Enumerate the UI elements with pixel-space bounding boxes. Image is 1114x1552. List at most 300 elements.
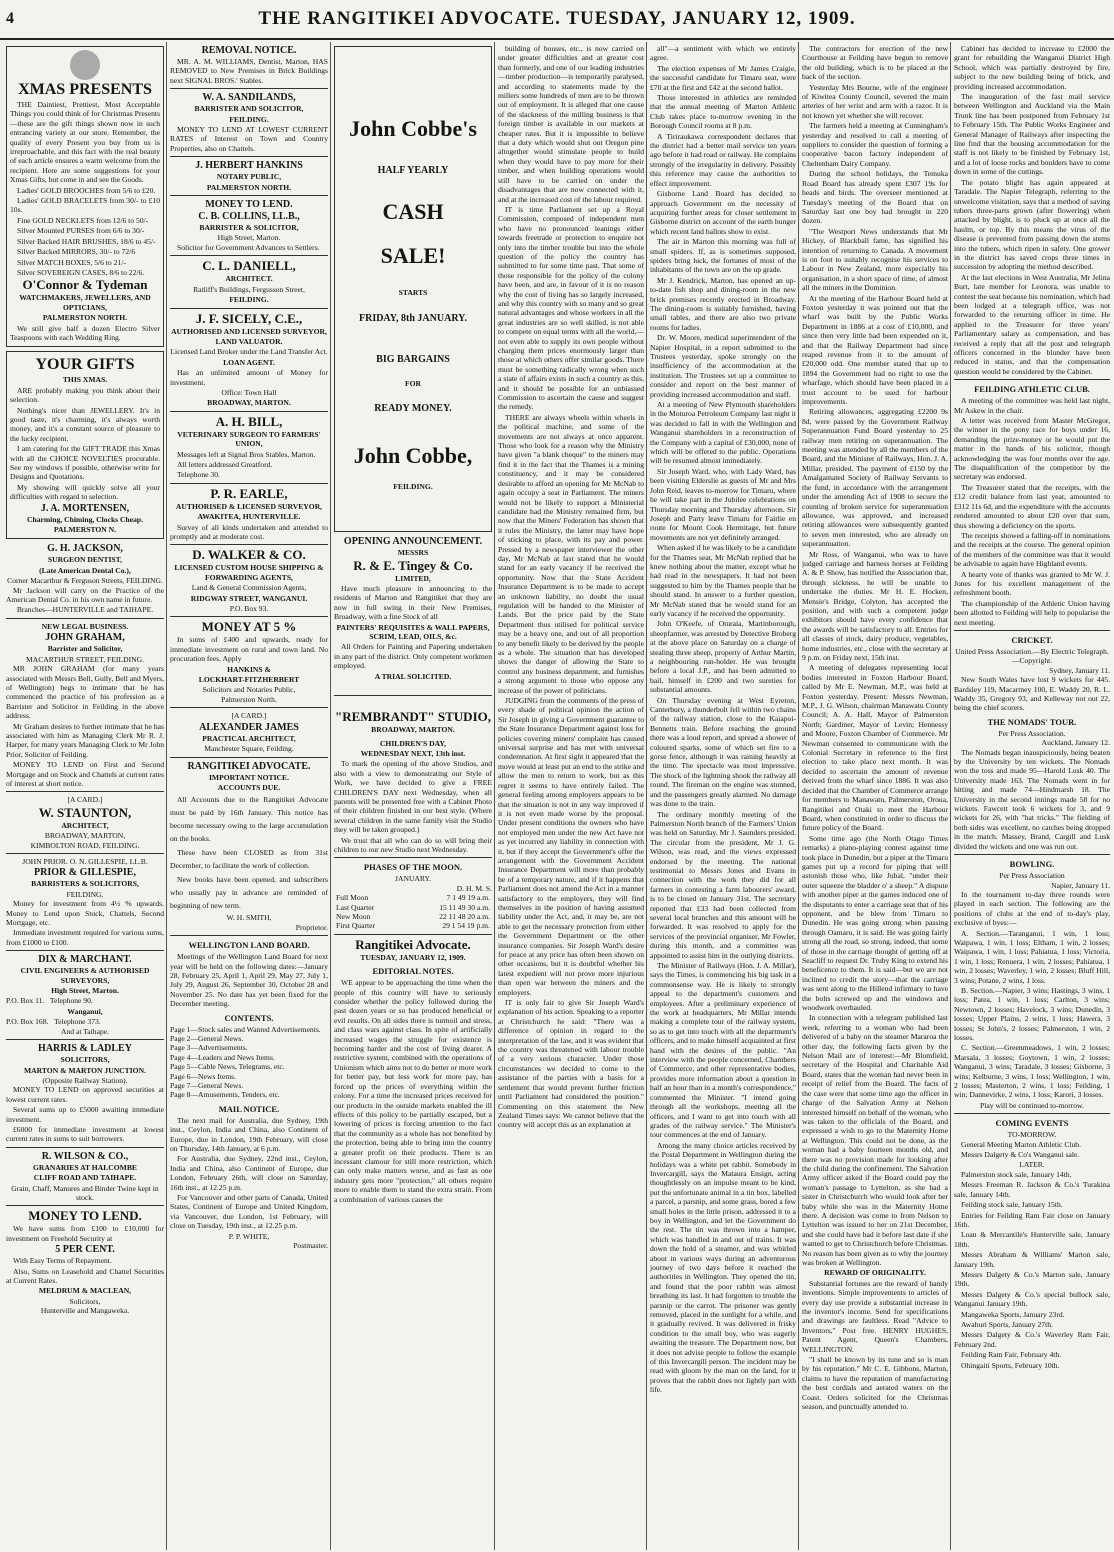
advertiser-title: SOLICITORS, (60, 1055, 110, 1065)
article-body: JUDGING from the comments of the press of every shade of political opinion the action of Sir Joseph in giving a Government guarantee to the State Insurance Department against loss for policies covering miners' complaint has caused universal surprise and has met with universal condemnation. At first sight it appeared that the move would at least put an end to the strike and allow the men to return to work, but as this regret it seems to have entirely failed. The general feeling among employers appears to be that the situation is not in any way improved if it is not even made worse by the proposal. Under present conditions the owners who have not employed men under the new Act have not as yet incurred any liability in connection with it, but if they accept the Government's offer the arrangement with the Government Accident Insurance Department will more than probably be of a temporary nature, and if it happens that Parliament does not amend the Act in a manner satisfactory to the employers, they will find themselves in the position of having assumed liability under the Act, and, it may be, are not able to get the necessary protection from either the Government Department or the other insurance companies. Sir Joseph Ward's desire for peace at any price has often been shown on other occasions, but it is doubtful whether his latest expedient will not prove more injurious than open war between the miners and the employers. (498, 696, 644, 997)
ad-item: Ladies' GOLD BROOCHES from 5/6 to £20. (17, 185, 156, 195)
advertiser-name: C. L. DANIELL, (202, 258, 296, 274)
column-3 (334, 44, 492, 1550)
signature-name: W. H. SMITH, (226, 913, 272, 923)
moon-month: JANUARY. (395, 874, 431, 884)
ad-body: All letters addressed Greatford. (177, 459, 273, 469)
article-body: Meetings of the Wellington Land Board for next year will be held on the following dates:—January 28, February 25, April 1, April 29, May 27, July 1, July 29, August 26, September 30, October 28 and November 25. No date has yet been fixed for the December meeting. (170, 952, 328, 1009)
column-divider (494, 42, 495, 1550)
ad-body: Money for investment from 4½ % upwards. Money to Lend upon Stock, Chattels, Second Mortgage, etc. (6, 899, 164, 928)
article-body: THERE are always wheels within wheels in the political machine, and some of the movements are not always at once apparent. Those who look for a reason why the Ministry have given "a blank cheque" to the miners may find it in the fact that the Thames is a mining constituency, and it may be considered desirable to afford an opening for Mr McNab to again occupy a seat in Parliament. The miners would not be likely to support a Ministerial candidate had the Ministry remained firm, but now that the Miners' Federation has shown that it rules the Ministry, the latter may have hope of sticking to place, with its pay and power. Pressed by a newspaper interviewer the other day, Mr McNab at last stated that he would stand for an early vacancy if he received the opportunity. Now that the State Accident Insurance Department is to be made to accept an unknown liability, no doubt the usual regulation will be handed to the Minister of Lands. But the price paid by the State Department thus utilised for political service may be a heavy one, and out of all proportion to any benefit likely to be derived by the people as a whole. The situation that has developed shows the danger of allowing the State to control any business department, and furnishes a strong argument to those who oppose any increase of the power of politicians. (498, 412, 644, 695)
ad-body: Telephone 30. (177, 470, 220, 480)
advertiser-address: MACARTHUR STREET, FEILDING. (26, 654, 144, 664)
advertiser-title: Barrister and Solicitor, (47, 644, 123, 654)
advertiser-town: FEILDING. (229, 114, 269, 124)
event-item: Messrs Dalgety & Co.'s Marton sale, January 19th. (954, 1269, 1110, 1289)
event-item: Messrs Dalgety & Co.'s special bullock sale, Wanganui January 19th. (954, 1289, 1110, 1309)
advertiser-address: Manchester Square, Feilding. (204, 744, 294, 754)
divider (6, 791, 164, 792)
divider (170, 308, 328, 309)
event-item: Loan & Mercantile's Hunterville sale, January 18th. (954, 1230, 1110, 1249)
ad-body: I am catering for the GIFT TRADE this Xmas with all the CHOICE NOVELTIES procurable. See my windows if possible, otherwise write for Designs and Quotations. (10, 444, 160, 482)
advertiser-name: RANGITIKEI ADVOCATE. (187, 760, 311, 772)
ad-body: My showing will quickly solve all your difficulties with regard to selection. (10, 482, 160, 502)
advertiser-town: FEILDING. (229, 295, 269, 305)
article-body: A Tiriraukawa correspondent declares that the district had a better mail service ten years ago before it had road or railway. He complains strongly of the irregularity in delivery. Possibly this reference may cause the authorities to effect improvement. (650, 131, 796, 188)
moon-columns: D. H. M. S. (456, 883, 492, 893)
column-2 (170, 44, 328, 1550)
article-body: WE appear to be approaching the time when the people of this country will have to seriously consider whether the policy followed during the past dozen years or so has produced beneficial or evil results. On all sides there is turmoil and stress, and class wars against class. In spite of artificially increased wages the struggle for existence is becoming harder and the cost of living dearer. A restrictive system, combined with the operations of Unionism which aims not to do better or more work for better pay, but less work for more pay, has forced up the prices of everything within the colony. For a time the increased prices received for our products in the outside markets enabled the ill effects of this policy to be partially escaped, but a lowering of prices is forcing attention to the fact that the community as a whole has not benefited by the protection, being able to bring into the country a greater profit on their products. There is an incessant clamour for still more restriction, which can only make matters worse, and as fast as one industry gets more "protection," all others require more to enable them to stand the extra strain. From a combination of various causes the (334, 978, 492, 1204)
event-item: Entries for Feilding Ram Fair close on January 16th. (954, 1210, 1110, 1229)
advertiser-title: VETERINARY SURGEON TO FARMERS' UNION, (177, 429, 321, 449)
signature-title: Proprietor. (295, 922, 328, 932)
firm-subtitle: Solicitors, (69, 1296, 101, 1306)
phase-name: Full Moon (336, 893, 369, 903)
po-box: P.O. Box 93. (229, 604, 269, 614)
ad-headline: BIG BARGAINS (376, 354, 450, 366)
article-body: The Nomads began inauspiciously, being beaten by the University by ten wickets. The Nomads won the toss and made 95—Harold Lusk 40. The University made 163. The Nomads went in for hitting and made 74—Hindmarsh 18. The University in the second innings made 58 for no wickets. Fawcett took 6 wickets for 3, and 9 wickets for 26, with "hat tricks." The fielding of both sides was excellent, no catches being dropped in the match. Massey, Brand, Cargill and Lusk divided the wickets and one was run out. (954, 747, 1110, 851)
phase-time: 22 11 48 20 a.m. (439, 912, 490, 921)
contents-item: Page 2—General News. (170, 1033, 244, 1043)
column-divider (330, 42, 331, 1550)
ad-headline: OPENING ANNOUNCEMENT. (343, 536, 483, 548)
divider (6, 618, 164, 619)
section-heading: COMING EVENTS (995, 1118, 1069, 1129)
table-row (334, 903, 492, 912)
section-heading: BOWLING. (1009, 859, 1055, 870)
ad-headline: SALE! (380, 243, 446, 268)
article-body: The Minister of Railways (Hon. J. A. Millar), says the Times, is commencing his big task in a commonsense way. He is likely to strongly appeal to the department's customers and employees. After a preliminary experience of the work at headquarters, Mr Millar intends making a complete tour of the railway system, so as to get into touch with all the department's officers, and to make himself acquainted at first hand with the desires of the public. "An interview with the people concerned, Chambers of Commerce, and other representative bodies, provides more information about a question in half an hour than in a month's correspondence," commented the Minister. "I intend going through all the workshops, meeting all the officers, and I want to get into touch with all grades of the railway service." The Minister's tour commences at the end of January. (650, 961, 796, 1140)
card-label: [A CARD.] (231, 711, 267, 721)
divider (170, 255, 328, 256)
article-body: The next mail for Australia, due Sydney, 19th inst., Ceylon, India and China, also Continent of Europe, due in London, 19th February, will close on Thursday, 14th January, at 6 p.m. (170, 1115, 328, 1154)
firm-name: R. & E. Tingey & Co. (353, 557, 473, 573)
masthead-rule (0, 38, 1114, 40)
article-body: The inauguration of the fast mail service between Wellington and Auckland via the Main Trunk line has been postponed from February 1st to February 15th. The Public Works Engineer and General Manager of Railways after inspecting the line find that the housing accommodation for the staff is not likely to be finished by February 1st, and a lot of loose rocks and boulders have to come down in some of the cuttings. (954, 92, 1110, 177)
advertiser-name: W. STAUNTON, (38, 804, 132, 820)
ad-body: Messages left at Signal Bros Stables, Marton. (177, 449, 316, 459)
ad-subhead: CHILDREN'S DAY, (379, 738, 447, 748)
divider (6, 853, 164, 854)
divider (170, 935, 328, 936)
event-item: Feilding Ram Fair, February 4th. (961, 1350, 1062, 1360)
divider (334, 857, 492, 858)
advertiser-title: AUTHORISED AND LICENSED SURVEYOR, (171, 326, 327, 336)
ad-subhead: MESSRS (397, 548, 429, 558)
article-body: At a meeting of New Plymouth shareholders in the Moturoa Petroleum Company last night it was decided to fall in with the Wellington and Wanganui shareholders in a reconstruction of the Company with a capital of £30,000, none of which will be offered to the public. Operations will be resumed almost immediately. (650, 400, 796, 466)
ad-body: Have much pleasure in announcing to the residents of Marton and Rangitikei that they are now in full swing in their New Premises, Broadway, with a fine Stock of all (334, 584, 492, 622)
article-body: In the tournament to-day three rounds were played in each section. The following are the positions of clubs at the end of to-day's play, exclusive of byes:— (954, 889, 1110, 928)
advertiser-address: MARTON & MARTON JUNCTION. (24, 1065, 146, 1075)
article-body: A meeting of delegates representing local bodies interested in Foxton Harbour Board, called by Mr E. Newman, M.P., was held at Foxton yesterday. Present: Messrs Newman, M.P., J. G. Wilson, chairman Manawatu County Council; A. A. Hall, Mayor of Palmerston North; Gardiner, Mayor of Levin; Hennessy and Moore, Foxton Chamber of Commerce. Mr Newman consented to communicate with the Colonial Secretary in reference to the first election to take place next month. It was decided to ascertain the amount of revenue derived from the wharf since 1886. It was also decided that the Chamber of Commerce arrange for members to Manawatu, Palmerston, Oroua, Rangitikei and Otaki to meet the Harbour Board, when constituted in order to discuss the future policy of the Board. (802, 663, 948, 833)
column-5 (650, 44, 796, 1550)
ad-body: £6000 for immediate investment at lowest current rates in sums to suit borrowers. (6, 1124, 164, 1144)
ad-body: Solicitor for Government Advances to Settlers. (177, 242, 320, 252)
po-box: P.O. Box 168. (6, 1017, 49, 1027)
ad-body: Several sums up to £5000 awaiting immediate investment. (6, 1105, 164, 1124)
contents-item: Page 1—Stock sales and Wanted Advertisements. (170, 1024, 321, 1034)
ad-body: We trust that all who can do so will bring their children to our new Studio next Wednesday. (334, 835, 492, 854)
table-row (334, 912, 492, 921)
divider (6, 950, 164, 951)
article-body: A. Section.—Taranganui, 1 win, 1 loss; Waipawa, 1 win, 1 loss; Eltham, 1 win, 2 losses; Waipawa, 1 win, 1 loss; Pahiatua, 1 loss; Victoria, 1 win, 1 loss; Renuera, 1 win, 2 losses; Pahiatua, 1 win, 2 losses; Waverley, 1 win, 2 losses; Bluff Hill, 3 wins; Potane, 2 wins, 1 loss. (954, 928, 1110, 985)
ad-headline: MONEY TO LEND. (205, 199, 293, 211)
events-subhead: LATER. (1019, 1160, 1045, 1170)
article-body: IT is only fair to give Sir Joseph Ward's explanation of his action. Speaking to a reporter at Christchurch he said: "There was a difference of opinion in regard to the interpretation of the law, and it was evident that the country was threatened with labour trouble of a very serious character. Under those circumstances we decided to come to the assistance of the parties with a basis for a settlement that would prevent further friction until Parliament had considered the position." Commenting on this statement the New Zealand Times says: We cannot believe that the country will accept this as an explanation at (498, 998, 644, 1130)
article-body: Cabinet has decided to increase to £2000 the grant for rebuilding the Wanganui District High School, which was partially destroyed by fire, subject to the new building being of brick, and providing increased accommodation. (954, 44, 1110, 91)
advertiser-address: BROADWAY, MARTON, (44, 831, 126, 841)
contents-item: Page 7—General News. (170, 1081, 244, 1090)
phase-time: 15 11 49 30 a.m. (439, 902, 490, 912)
advertiser-name: A. H. BILL, (215, 413, 283, 429)
advertiser-subtitle: Land & General Commission Agents, (191, 583, 307, 593)
divider (6, 1147, 164, 1148)
advertiser-address: Ratliff's Buildings, Fergusson Street, (193, 284, 305, 294)
ad-subhead: A TRIAL SOLICITED. (374, 671, 452, 681)
article-body: Substantial fortunes are the reward of handy inventions. Simple improvements to articles of every day use provide a substantial increase in the inventor's income. Send for specifications and drawings are faultless. Read "Advice to Inventors," Post free. HENRY HUGHES, Patent Agent, Queen's Chambers, WELLINGTON. (802, 1278, 948, 1354)
event-item: Messrs Abraham & Williams' Marton sale, January 19th. (954, 1250, 1110, 1269)
section-heading: EDITORIAL NOTES. (372, 966, 454, 977)
interest-rate: 5 PER CENT. (55, 1244, 115, 1256)
editorial-date: TUESDAY, JANUARY 12, 1909. (360, 952, 466, 962)
ad-subhead: IMPORTANT NOTICE. (208, 772, 290, 782)
ad-item: Silver SOVEREIGN CASES, 8/6 to 22/6. (17, 267, 145, 277)
masthead (0, 0, 1114, 40)
ad-item: Ladies' GOLD BRACELETS from 30/- to £10 10s. (10, 196, 160, 215)
advertiser-address: BROADWAY, MARTON. (207, 398, 291, 408)
cobbe-sale-ad (334, 46, 492, 532)
article-body: The ordinary monthly meeting of the Palmerston North branch of the Farmers' Union was held on Saturday. Mr J. Saunders presided. The circular from the president, Mr J. G. Wilson, was read, and the views expressed endorsed by the meeting. The national testimonial to Messrs Jones and Evans in connection with the work they did for all farmers in contesting a farm labourers' award, is to be closed on January 31st. The secretary reported that £33 had been collected from several local branches and this amount will be forwarded. It was resolved to apply for the services of the provincial organiser, Mr Fowler, during this month, and a committee was appointed to assist him in the outlying districts. (650, 809, 796, 960)
newspaper-title: THE RANGITIKEI ADVOCATE. TUESDAY, JANUARY 12, 1909. (258, 8, 856, 29)
column-6 (802, 44, 948, 1550)
ad-item: Silver Backed HAIR BRUSHES, 18/6 to 45/- (17, 236, 156, 246)
ad-body: Mr Graham desires to further intimate that he has associated with him as Managing Clerk Mr R. J. Harper, for many years Managing Clerk to Mr John Prior, Solicitor of Feilding. (6, 721, 164, 759)
advertiser-name: HARRIS & LADLEY (38, 1043, 132, 1055)
column-divider (166, 42, 167, 1550)
ad-subhead: WEDNESDAY NEXT, 13th inst. (360, 748, 466, 758)
advertiser-name: J. HERBERT HANKINS (195, 160, 303, 172)
advertiser-title: LICENSED CUSTOM HOUSE SHIPPING & FORWARDING AGENTS, (174, 563, 324, 582)
ad-headline: CASH (382, 199, 444, 224)
phase-name: Last Quarter (336, 902, 375, 912)
divider (170, 88, 328, 89)
firm-subtitle: WATCHMAKERS, JEWELLERS, AND OPTICIANS, (19, 293, 151, 312)
article-body: For Vancouver and other parts of Canada, United States, Continent of Europe and United Kingdom, via Vancouver, due London, 1st February, will close on Tuesday, 19th inst., at 12.25 p.m. (170, 1193, 328, 1231)
column-4 (498, 44, 644, 1550)
ad-body: Survey of all kinds undertaken and attended to promptly and at moderate cost. (170, 522, 328, 541)
ad-body: These have been CLOSED as from 31st December, to facilitate the work of collection. (170, 848, 328, 871)
advertiser-name: P. R. EARLE, (210, 485, 288, 501)
divider (334, 934, 492, 935)
firm-name: MELDRUM & MACLEAN, (38, 1286, 132, 1296)
ad-subhead: FOR (404, 379, 422, 389)
divider (170, 544, 328, 545)
divider (954, 379, 1110, 380)
event-item: Awahuri Sports, January 27th. (961, 1319, 1053, 1329)
article-body: "I shall be known by its tune and so is man by his reputation." Mr C. E. Gibbons, Marton, claims to have the reputation of manufacturing the best cordials and aerated waters on the Coast. Orders solicited for the Christmas season, and punctually attended to. (802, 1355, 948, 1412)
phase-time: 7 1 49 19 a.m. (446, 893, 490, 903)
contents-item: Page 5—Cable News, Telegrams, etc. (170, 1062, 285, 1072)
ad-headline: YOUR GIFTS (35, 356, 135, 374)
news-source: Per Press Association (999, 871, 1065, 881)
ad-subhead: ACCOUNTS DUE. (217, 782, 281, 792)
news-source: Per Press Association. (998, 728, 1066, 738)
column-divider (798, 42, 799, 1550)
firm-subtitle: LIMITED, (395, 573, 431, 583)
ad-headline: REMOVAL NOTICE. (201, 45, 297, 56)
signature-title: Postmaster. (293, 1241, 328, 1251)
article-body: The contractors for erection of the new Courthouse at Feilding have begun to remove the old building, which is to be placed at the back of the section. (802, 44, 948, 82)
column-divider (646, 42, 647, 1550)
ad-headline: HALF YEARLY (377, 165, 449, 176)
moon-table (334, 893, 492, 931)
advertiser-subtitle: (Opposite Railway Station). (42, 1075, 128, 1085)
article-body: When asked if he was likely to be a candidate for the Thames seat, Mr McNab replied that he knew nothing about the matter, except what he had read in the newspapers. It had not been suggested to him by the Thames people that he should stand. In answer to a further question, Mr McNab stated that he would stand for an early vacancy if he received the opportunity. (650, 543, 796, 618)
ad-body: With Easy Terms of Repayment. (13, 1256, 112, 1266)
firm-name: John Cobbe, (353, 442, 473, 468)
ad-headline: XMAS PRESENTS (18, 81, 152, 98)
event-item: Feilding stock sale, January 15th. (961, 1200, 1063, 1210)
advertiser-name: J. F. SICELY, C.E., (195, 310, 303, 326)
phase-name: New Moon (336, 912, 371, 921)
section-heading: PHASES OF THE MOON. (363, 862, 463, 873)
advertiser-name: R. WILSON & CO., (41, 1150, 129, 1162)
ad-body: All Orders for Painting and Papering undertaken in any part of the district. Only competent workmen employed. (334, 642, 492, 671)
article-body: A letter was received from Master McGregor, the winner in the pony race for boys under 16, demanding the prize-money or he would put the matter in the hands of his solicitor, though acknowledging the was four months over the age. The disqualification of the competitor by the secretary was endorsed. (954, 416, 1110, 482)
advertiser-title: CIVIL ENGINEERS & AUTHORISED SURVEYORS, (20, 966, 150, 985)
article-body: Mr J. Kendrick, Marton, has opened an up-to-date fish shop and dining-room in the new brick premises recently erected in Broadway. The dining-room is suitably furnished, having small tables, and there are also two private rooms for ladies. (650, 275, 796, 332)
ad-body: In sums of £400 and upwards, ready for immediate investment on rural and town land. No procuration fees. Apply (170, 635, 328, 664)
advertiser-title: AUTHORISED & LICENSED SURVEYOR, (175, 501, 323, 511)
contact-line (6, 1017, 164, 1026)
article-body: During the school holidays, the Temuka Road Board has already spent £307 19s for heads and birds. The overseer mentioned at Tuesday's meeting of the Board that on Saturday last one boy had brought in 220 dozen. (802, 169, 948, 226)
advertiser-title: NOTARY PUBLIC, (216, 172, 282, 182)
ad-body: All Accounts due to the Rangitikei Advocate must be paid by 16th January. This notice has become necessary owing to the large accumulation on the books. (170, 795, 328, 844)
ad-body: THE Daintiest, Prettiest, Most Acceptable Things you could think of for Christmas Presents—these are the gift things shown now in such entrancing variety at our store. Remember, the quality of every Present you buy from us is irreproachable, and this fact with the real beauty of each article ensures a warm welcome from the recipient. Here are some suggestions for your Xmas Gifts, but come in and see the Goods. (10, 100, 160, 185)
signature-name: P. P. WHITE, (228, 1231, 270, 1241)
office-address: Office: Town Hall (221, 387, 277, 397)
ad-body: MONEY TO LEND on approved securities at lowest current rates. (6, 1085, 164, 1104)
article-body: The election expenses of Mr James Craigie, the successful candidate for Timaru seat, were £70 at the first and £42 at the second ballot. (650, 63, 796, 92)
article-body: The air in Marton this morning was full of small spiders. If, as is sometimes supposed, spiders bring luck, the fortunes of most of the inhabitants of the town are on the up grade. (650, 237, 796, 275)
events-subhead: TO-MORROW. (1007, 1130, 1057, 1140)
firm-town: Palmerston North. (221, 694, 277, 704)
article-body: Mr Ross, of Wanganui, who was to have judged carriage and harness horses at Feilding A. & P. Show, has notified the Association that, through sickness, he will be unable to undertake the duties. Mr H. E. Hocken, Mensie's Bridge, Colyton, has accepted the position, and with such a competent judge exhibitors should have every confidence that the awards will be satisfactory to all. Entries for all classes of stock, dairy produce, vegetables, home industries, etc., close with the secretary at 9 p.m. on Friday next, 15th inst. (802, 549, 948, 662)
divider (954, 630, 1110, 631)
article-body: John O'Keefe, of Oturaia, Martinborough, sheepfarmer, was arrested by Detective Broberg at the above place on Saturday on a charge of stealing three sheep, property of Arthur Martin, a neighbouring run-holder. He was brought before a local J.P., and has been admitted to bail, himself in £200 and two sureties for substantial amounts. (650, 619, 796, 695)
divider (170, 156, 328, 157)
article-body: On Thursday evening at West Eyreton, Canterbury, a thunderbolt fell within two chains of the railway station, close to the Kaiapoi-Bennetts train. Before reaching the ground there was a loud report, and spread a shower of coloured sparks, some of which set fire to a gorse fence, although it was raining heavily at the time. The spectacle was most impressive. The shock of the lightning shook the railway all round. The fireman on the engine was stunned, and the passengers greatly alarmed. No damage was done to the train. (650, 695, 796, 809)
divider (170, 616, 328, 617)
article-body: IT is time Parliament set up a Royal Commission, composed of independent men who have no pronounced leanings either towards freetrade or protection to enquire not only into the timber trouble but into the whole question of the policy the country has submitted to for some time past. That some of those responsible for the policy of the colony have been, and are, in favour of it is no reason why the cost of living has so largely increased, and why this country with so many and so great natural advantages and whose workers in all the great industries are so well skilled, is not able to compete on equal terms with all the world,—not even able to supply its own people without charging them prices enormously larger than those at which others offer similar goods. There must be something radically wrong when such a state of affairs exists in such a country as this, and it should be possible for an unbiassed Commission to ascertain the cause and suggest the remedy. (498, 204, 644, 412)
firm-name: "REMBRANDT" STUDIO, (334, 709, 491, 725)
divider (170, 411, 328, 412)
dateline: Sydney, January 11. (1049, 665, 1110, 675)
advertiser-name: D. WALKER & CO. (192, 547, 306, 563)
firm-name: LOCKHART-FITZHERBERT (198, 675, 300, 685)
ad-body: MR JOHN GRAHAM (for many years associated with Messrs Bell, Gully, Bell and Myers, of Wellington) begs to intimate that he has commenced the practice of his profession as a Barrister and Solicitor in Feilding in the above address. (6, 664, 164, 721)
article-body: For Australia, due Sydney, 22nd inst., Ceylon, India and China, also Continent of Europe, due London, February 26th, will close on Saturday, 16th inst., at 12.25 p.m. (170, 1154, 328, 1192)
ad-body: New books have been opened, and subscribers who usually pay in advance are reminded of beginning of new term. (170, 875, 328, 911)
advertiser-subtitle: (Late American Dental Co.), (39, 565, 131, 575)
your-gifts-ad (6, 351, 164, 539)
article-body: Yesterday Mrs Bourne, wife of the engineer of Kiwitea County Council, severed the main arteries of her wrist and arm with a razor. It is not known yet whether she will recover. (802, 82, 948, 120)
ad-item: Fine GOLD NECKLETS from 12/6 to 50/- (17, 215, 149, 225)
article-body: Gisborne Land Board has decided to approach Government on the necessity of acquiring further areas for closer settlement in Gisborne district on account of the earth hunger which recent land ballots show to exist. (650, 189, 796, 236)
article-body: Among the many choice articles received by the Postal Department in Wellington during the holidays was a white pet rabbit. Somebody in Invercargill, says the Mataura Ensign, acting thoughtlessly on an impulse meant to be kind, put the unfortunate animal in a tin box, labelled a parcel, a parsnip, and some grass, bored a few small holes in the little prison, addressed it to a boy in Wellington, and let the Government do the rest. The tin was thrown into a hamper, which was handled in and out of trains. It was down the hold of a steamer, and was whirled about in various ways during an adventurous journey of two days before it reached the authorities in Wellington. They opened the tin, and found that the poor rabbit was almost breathing its last. It had forgotten to trouble the parsnip or the carrot. The prisoner was gently removed, placed in the sunlight for a while, and it gradually revived. It was delivered in frisky condition to the small boy, who was eagerly awaiting the treasure. The Department now, but it does not advise people to follow the example of this Invercargill person. The incident may be read with gloom by the man on the land, for it proves that the rabbit does not lightly part with life. (650, 1140, 796, 1395)
contact-line (6, 996, 164, 1005)
ad-subhead: THIS XMAS. (62, 375, 108, 385)
article-body: The receipts showed a falling-off in nominations and the receipts at the course. The general opinion of the members of the committee was that it would be advisable to again have Highland events. (954, 530, 1110, 569)
section-heading: MAIL NOTICE. (218, 1103, 280, 1114)
article-body: At the last elections in West Australia, Mr Jelina Burt, late member for Leonora, was unable to contest the seat because his nomination, which had been lodged at a telegraph office, was not forwarded to the returning officer in time. He applied to the Treasurer for three years' Parliamentary salary as compensation, and has received a reply that all the post and telegraph officers concerned in the blunder have been reduced in status, and that the compensation question would be considered by the Cabinet. (954, 272, 1110, 376)
dateline: Auckland, January 12. (1041, 738, 1110, 748)
ad-body: MONEY TO LEND on First and Second Mortgage and on Stock and Chattels at current rates of interest at short notice. (6, 760, 164, 788)
firm-subtitle: Charming, Chiming, Clocks Cheap. (26, 514, 144, 524)
advertiser-address: High Street, Marton. (217, 233, 281, 243)
advertiser-town: AWAKITEA, HUNTERVILLE. (197, 512, 301, 522)
divider (6, 1039, 164, 1040)
article-body: Dr. W. Moore, medical superintendent of the Napier Hospital, in a report submitted to the Trustees yesterday, spoke strongly on the insufficiency of the accommodation at the institution. The Trustees set up a committee to consider and report on the best manner of providing increased accommodation and staff. (650, 333, 796, 399)
advertiser-title: BARRISTER AND SOLICITOR, (194, 104, 304, 114)
advertiser-title: LAND VALUATOR. (215, 336, 283, 346)
branch-town: And at Taihape. (60, 1026, 110, 1036)
article-body: New South Wales have lost 9 wickets for 445. Bardsley 119, Macartney 100, E. Waddy 20, R. L. Waddy 35, Gregory 93, and Kelleway not out 22, being the chief scorers. (954, 675, 1110, 713)
phase-time: 29 1 54 19 p.m. (442, 921, 490, 931)
advertiser-name: PRIOR & GILLESPIE, (34, 867, 136, 879)
ad-body: MONEY TO LEND AT LOWEST CURRENT RATES of Interest on Town and Country Properties, also on Chattels. (170, 125, 328, 153)
divider (954, 1113, 1110, 1114)
ad-headline: NEW LEGAL BUSINESS. (41, 621, 129, 631)
section-heading: THE NOMADS' TOUR. (987, 716, 1077, 727)
ad-body: Also, Sums on Leasehold and Chattel Securities at Current Rates. (6, 1266, 164, 1285)
column-1 (6, 44, 164, 1550)
divider (170, 195, 328, 196)
event-item: Mangaweka Sports, January 23rd. (961, 1309, 1065, 1319)
advertiser-title: BARRISTERS & SOLICITORS, (31, 879, 139, 889)
article-body: A hearty vote of thanks was granted to Mr W. J. Jones for his excellent management of the refreshment booth. (954, 569, 1110, 598)
column-7 (954, 44, 1110, 1550)
firm-town: PALMERSTON N. (53, 525, 117, 535)
phase-name: First Quarter (336, 921, 376, 931)
contents-item: Page 8—Amusements, Tenders, etc. (170, 1090, 280, 1100)
article-body: Some time ago (the North Otago Times remarks) a piano-playing contest against time took place in Dunedin, but a piper at the Timaru games put up a record for piping that will astonish those who, like Jubal, "under their outer squeeze the bladder o' a sheep." A dispute with another piper at the games induced one of the disputants to enter a carriage seat that of his opponent, and he blew from Timaru to Dunedin. He was going strong when passing through Oamaru, it is said. He was going fairly strong all the road, so strong, indeed, that some of those in the carriage thought of getting off at Seacliff to request Dr. Truby King to extend his beneficence to them. It is said—but we are not inclined to credit the story—that the carriage was sent along to the Hillend infirmary to have the bolts screwed up and the windows and woodwork overhauled. (802, 833, 948, 1013)
event-item: Palmerston stock sale, January 14th. (961, 1169, 1072, 1179)
advertiser-address: RIDGWAY STREET, WANGANUI. (190, 593, 308, 603)
advertiser-name: G. H. JACKSON, (47, 543, 123, 555)
article-body: The Treasurer stated that the receipts, with the £12 credit balance from last year, amounted to £312 11s 6d, and the expenditure with the accounts rendered amounted to about £20 over that sum, thus showing a deficiency on the sports. (954, 482, 1110, 530)
ad-subhead: STARTS (398, 288, 428, 297)
article-body: In connection with a telegram published last week, referring to a woman who had been delivered of a baby on the steamer Mararoa the other day, the following facts given by the Nelson Mail are of interest:—Mr Blomfield, secretary of the Hospital and Charitable Aid Board, states that the woman had never been in receipt of relief from the Board. The facts of the case were that some time ago the officer in charge of the Salvation Army at Nelson interested himself on behalf of the woman, who was taken to the officials of the Board, and expressed a wish to go to the Maternity Home at Wellington. This could not be done, as the woman had a baby fourteen months old, and there was no provision made for looking after the child during the confinement. The Salvation Army officer asked if the Board could pay the woman's passage to Lyttelton, as she had a sister in Christchurch who would look after her baby while she was in the Maternity Home there. A decision was come to from Nelson to Lyttelton was issued to her on 21st December, and she could have had it before last date if she wanted to get to Christchurch before Christmas. No reason has been given as to why the journey was broken at Wellington. (802, 1013, 948, 1267)
advertiser-name: C. B. COLLINS, LL.B., (198, 211, 300, 223)
ad-headline: MONEY AT 5 % (201, 619, 297, 635)
divider (170, 757, 328, 758)
branch-town: Wanganui, (67, 1006, 103, 1016)
event-item: Messrs Dalgety & Co.'s Waverley Ram Fair, February 2nd. (954, 1330, 1110, 1349)
ad-headline: John Cobbe's (349, 116, 477, 141)
advertiser-address: High Street, Marton. (51, 986, 119, 996)
advertiser-name: JOHN GRAHAM, (45, 632, 125, 644)
advertiser-name: ALEXANDER JAMES (199, 721, 299, 733)
firm-town: PALMERSTON NORTH. (42, 313, 128, 323)
article-body: The championship of the Athletic Union having been allotted to Feilding will help to popularise the next meeting. (954, 598, 1110, 627)
firm-town: Hunterville and Mangaweka. (40, 1306, 130, 1316)
santa-icon (70, 50, 100, 80)
ad-body: MR. A. M. WILLIAMS, Dentist, Marton, HAS REMOVED to New Premises in Brick Buildings next SIGNAL BROS.' Stables. (170, 57, 328, 85)
ad-body: ARE probably making you think about their selection. (10, 385, 160, 405)
advertiser-title: PRACTICAL ARCHITECT, (202, 733, 296, 743)
event-item: Messrs Freeman R. Jackson & Co.'s Turakina sale, January 14th. (954, 1180, 1110, 1199)
divider (334, 695, 492, 696)
sale-date: FRIDAY, 8th JANUARY. (358, 313, 467, 325)
divider (954, 854, 1110, 855)
telephone: Telephone 373. (53, 1017, 101, 1027)
po-box: P.O. Box 11. (6, 996, 45, 1006)
ad-body: Mr Jackson will carry on the Practice of the American Dental Co. in his own name in future. (6, 585, 164, 605)
article-body: A meeting of the committee was held last night, Mr Askew in the chair. (954, 396, 1110, 415)
article-body: At the meeting of the Harbour Board held at Foxton yesterday it was pointed out that the wharf was built by the Public Works Department in 1886 at a cost of £10,000, and since then very little had been expended on it, and that the Railway Department had since reaped revenue from it to the amount of £20,000 odd. One member stated that up to 1894 the Government had no right to use the wharfage, which should have been placed in a trust account to be used for harbour improvements. (802, 293, 948, 407)
column-divider (950, 42, 951, 1550)
advertiser-name: W. A. SANDILANDS, (202, 92, 296, 104)
article-body: B. Section.—Napier, 3 wins; Hastings, 3 wins, 1 loss; Patea, 1 win, 1 loss; Carlton, 3 wins; Newtown, 2 losses; Havelock, 3 wins; Dunedin, 3 losses; Upper Plains, 2 wins, 1 loss; Hawera, 3 losses; St John's, 2 losses; Palmerston, 1 win, 2 losses. (954, 985, 1110, 1042)
page-number: 4 (6, 10, 14, 27)
divider (170, 483, 328, 484)
firm-name: O'Connor & Tydeman (22, 277, 148, 293)
firm-town: FEILDING. (393, 481, 433, 491)
ad-headline: MONEY TO LEND. (28, 1208, 142, 1224)
telephone: Telephone 90. (49, 996, 93, 1006)
ad-item: Silver Backed MIRRORS, 30/- to 72/6 (17, 247, 136, 257)
advertiser-address: BROADWAY, MARTON. (371, 725, 455, 735)
table-row (334, 921, 492, 930)
ad-body: To mark the opening of the above Studios, and also with a view to demonstrating our Style of Work, we have decided to give a FREE CHILDREN'S DAY next Wednesday, when all parents will be presented free with a Cabinet Photo of their children finished in our best style. (Where several children in the same family visit the Studio they will be taken grouped.) (334, 759, 492, 835)
article-body: building of houses, etc., is now carried on under greater difficulties and at greater cost than formerly, and one of our leading industries—timber production—is temporarily paralysed, and according to statements made by the millers some hundreds of men are to be thrown out of employment. It is alleged that one cause of the slackness of the milling business is that foreign timber is available in our markets at cheaper rates. But it is impossible to believe that a duty which would shut out Oregon pine altogether would stimulate people to build when they would have to pay more for their timber, and when building operations would still have to be carried on under the disadvantages that are now connected with it, and at the increased cost of the labour required. (498, 44, 644, 204)
event-item: Ohingaiti Sports, February 10th. (961, 1360, 1060, 1370)
ad-subhead: PAINTERS' REQUISITES & WALL PAPERS, SCRIM, LEAD, OILS, &c. (336, 622, 490, 642)
section-heading: REWARD OF ORIGINALITY. (824, 1268, 926, 1278)
advertiser-subtitle: Licensed Land Broker under the Land Transfer Act. (170, 347, 328, 357)
advertiser-address: KIMBOLTON ROAD, FEILDING. (30, 840, 140, 850)
ad-branches: Branches—HUNTERVILLE and TAIHAPE. (16, 605, 154, 615)
advertiser-title: LOAN AGENT. (223, 357, 275, 367)
contents-item: Page 3—Advertisements. (170, 1043, 248, 1053)
article-body: "The Westport News understands that Mr Hickey, of Blackball fame, has signified his intention of returning to Canada. A movement is on foot to suitably recognise his services to Labour in New Zealand, more especially his organisation, in a short space of time, of almost all the miners in the Dominion. (802, 226, 948, 293)
divider (6, 1205, 164, 1206)
event-item: Messrs Dalgety & Co's Wanganui sale. (961, 1150, 1080, 1160)
article-body: The potato blight has again appeared at Taradale. The Napier Telegraph, referring to the unwelcome visitation, says that a method of saving tubers three-parts grown (after flowering) when attacked by blight, is to pluck up at once all the haulm, or top. By this means the virus of the disease is prevented from passing down the stems into the tubers, which ripen in safety. One grower in the district has saved crops three times in succession by adopting the method described. (954, 177, 1110, 272)
ad-body: Grain, Chaff, Manures and Binder Twine kept in stock. (11, 1183, 159, 1202)
advertiser-title: ARCHITECT. (225, 274, 273, 284)
advertiser-title: GRANARIES AT HALCOMBE (33, 1162, 137, 1172)
article-body: Retiring allowances, aggregating £2200 9s 8d, were passed by the Government Railway Superannuation Fund Board yesterday to 25 railway men retiring on superannuation. The meeting was attended by all the members of the Board, and the Minister of Railways, Hon. J. A. Millar, presided. The payment of £150 by the Amalgamated Society of Railway Servants to the fund, in accordance with the arrangement under the amending Act of 1908 to secure the counting of broken service for superannuation allowance, was approved, and increased retiring allowances were subsequently granted to seven men interested, who are already on superannuation. (802, 407, 948, 549)
table-row (334, 893, 492, 902)
article-body: all"—a sentiment with which we entirely agree. (650, 44, 796, 63)
section-heading: CONTENTS. (224, 1012, 274, 1023)
advertiser-title: ARCHITECT, (61, 820, 109, 830)
xmas-presents-ad (6, 46, 164, 347)
article-body: Sir Joseph Ward, who, with Lady Ward, has been visiting Elderslie as guests of Mr and Mrs John Reid, leaves to-morrow for Timaru, where he will take part in the Jubilee celebrations on Thursday morning and Thursday afternoon. Sir Joseph and Party leave Timaru for Fairlie en route for Mount Cook Hermitage, but future movements are not yet definitely arranged. (650, 466, 796, 542)
section-heading: CRICKET. (1011, 634, 1053, 645)
advertiser-address: Corner Macarthur & Ferguson Streets, FEILDING. (7, 576, 163, 586)
contents-item: Page 6—News Items. (170, 1071, 237, 1081)
divider (170, 707, 328, 708)
firm-name: HANKINS & (227, 664, 271, 674)
firm-name: J. A. MORTENSEN, (40, 502, 130, 514)
article-note: Play will be continued to-morrow. (980, 1100, 1084, 1110)
news-source: United Press Association.—By Electric Telegraph.—Copyright. (955, 646, 1109, 666)
ad-note: We still give half a dozen Electro Silver Teaspoons with each Wedding Ring. (10, 323, 160, 342)
advertiser-name: DIX & MARCHANT. (38, 954, 132, 966)
